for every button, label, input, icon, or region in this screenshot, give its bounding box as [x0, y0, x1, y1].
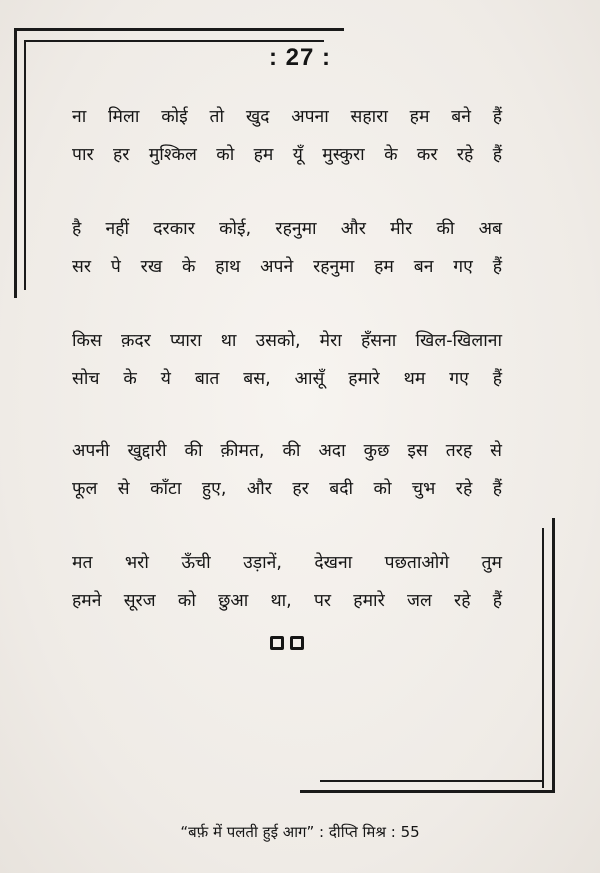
- corner-border-bottom-right-inner: [320, 780, 544, 782]
- corner-border-left-inner: [24, 40, 26, 290]
- verse-line: सोच के ये बात बस, आसूँ हमारे थम गए हैं: [72, 369, 502, 389]
- end-box-icon: [270, 636, 284, 650]
- stanza-1: [72, 98, 502, 174]
- verse-line: पार हर मुश्किल को हम यूँ मुस्कुरा के कर रहे हैं: [72, 145, 502, 165]
- corner-border-top-left: [14, 28, 344, 31]
- end-box-icon: [290, 636, 304, 650]
- verse-line: सर पे रख के हाथ अपने रहनुमा हम बन गए हैं: [72, 257, 502, 277]
- verse-line: फूल से काँटा हुए, और हर बदी को चुभ रहे हैं: [72, 479, 502, 499]
- page-footer: “बर्फ़ में पलती हुई आग” : दीप्ति मिश्र : 55: [180, 823, 420, 841]
- verse-line: अपनी खुद्दारी की क़ीमत, की अदा कुछ इस तरह से: [72, 441, 502, 461]
- verse-line: मत भरो ऊँची उड़ानें, देखना पछताओगे तुम: [72, 553, 502, 573]
- corner-border-bottom-right: [300, 790, 555, 793]
- verse-line: हमने सूरज को छुआ था, पर हमारे जल रहे हैं: [72, 591, 502, 611]
- stanza-2: [72, 210, 502, 286]
- verse-line: किस क़दर प्यारा था उसको, मेरा हँसना खिल-खिलाना: [72, 331, 502, 351]
- verse-line: ना मिला कोई तो खुद अपना सहारा हम बने हैं: [72, 107, 502, 127]
- verse-line: है नहीं दरकार कोई, रहनुमा और मीर की अब: [72, 219, 502, 239]
- stanza-4: [72, 432, 502, 508]
- corner-border-right-inner: [542, 528, 544, 788]
- corner-border-right: [552, 518, 555, 793]
- corner-border-top-left-inner: [24, 40, 324, 42]
- end-of-poem-mark: [270, 636, 304, 650]
- stanza-5: [72, 544, 502, 620]
- page-number: : 27 :: [268, 44, 331, 71]
- stanza-3: [72, 322, 502, 398]
